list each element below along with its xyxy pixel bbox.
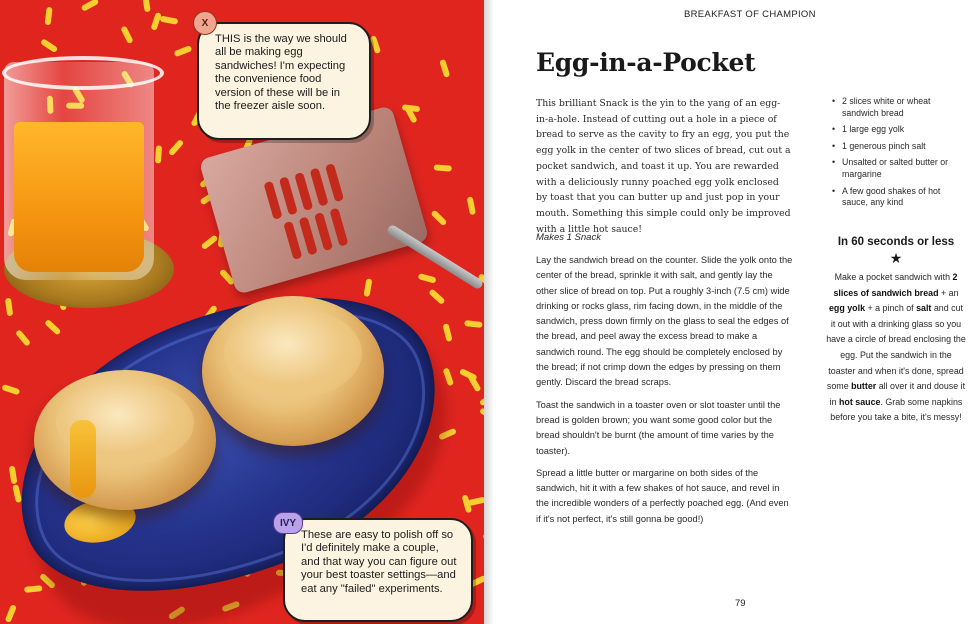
recipe-yield: Makes 1 Snack [536, 232, 601, 243]
ingredient-item: • 1 large egg yolk [832, 124, 960, 136]
book-gutter [484, 0, 494, 624]
speech-bubble-x [197, 22, 371, 140]
speech-bubble-text: THIS is the way we should all be making egg sandwiches! I'm expecting the convenience food version of these will be in the freezer aisle soon. [215, 33, 347, 113]
quick-version-text: Make a pocket sandwich with 2 slices of sandwich bread + an egg yolk + a pinch of salt and cut it out with a drinking glass so you have a circle of bread enclosing the egg. Put the sandwich in the toaster and when it's done, spread some butter all over it and douse it in hot sauce. Grab some napkins before you take a bite, it's messy! [826, 272, 966, 423]
ingredient-item: • 2 slices white or wheat sandwich bread [832, 96, 960, 119]
orange-juice [14, 122, 144, 272]
recipe-photo [0, 0, 484, 624]
recipe-steps [536, 253, 794, 534]
ingredient-item: • A few good shakes of hot sauce, any kind [832, 186, 960, 209]
author-badge-x: X [193, 11, 217, 35]
recipe-step: Spread a little butter or margarine on both sides of the sandwich, hit it with a few shakes of hot sauce, and revel in the incredible wonders of a perfectly poached egg. (And even if it's not perfect, it's still gonna be good!) [536, 467, 789, 524]
page-number: 79 [735, 598, 746, 609]
toasted-sandwich-round [202, 296, 384, 446]
speech-bubble-ivy [283, 518, 473, 622]
speech-bubble-text: These are easy to polish off so I'd definitely make a couple, and that way you can figure out your best toaster settings—and eat any "failed" experiments. [301, 529, 457, 595]
recipe-intro: This brilliant Snack is the yin to the yang of an egg-in-a-hole. Instead of cutting out a hole in a piece of bread to serve as the cavity to fry an egg, you put the egg yolk in the center of two slices of bread, cut out a pocket sandwich, and toast it up. You are rewarded with a deliciously runny poached egg yolk enclosed by toast that you can butter up and just pop in your mouth. Something this simple could only be improved with a little hot sauce! [536, 98, 791, 235]
quick-version-title: In 60 seconds or less [837, 236, 955, 248]
author-badge-ivy: IVY [273, 512, 303, 534]
ingredient-item: • 1 generous pinch salt [832, 141, 960, 153]
yolk-drip [70, 420, 96, 498]
ingredient-item: • Unsalted or salted butter or margarine [832, 157, 960, 180]
recipe-step: Toast the sandwich in a toaster oven or slot toaster until the bread is golden brown; you want some good color but the bread shouldn't be burnt (the amount of time varies by the toaster). [536, 399, 781, 456]
toasted-sandwich-round-cut [34, 370, 216, 510]
recipe-step: Lay the sandwich bread on the counter. Slide the yolk onto the center of the bread, sprinkle it with salt, and gently lay the other slice of bread on top. Put a roughly 3-inch (7.5 cm) wide drinking or rocks glass, rim facing down, in the middle of the sandwich, press down firmly on the glass to seal the edges of the bread, and peel away the excess bread to make a sandwich round. The egg should be completely enclosed by the bread; if not crimp down the edges by pressing on them gently. Discard the bread scraps. [536, 255, 793, 388]
ingredient-list [832, 96, 960, 214]
recipe-title: Egg-in-a-Pocket [536, 48, 756, 77]
juice-glass [2, 62, 152, 280]
running-head: BREAKFAST OF CHAMPION [684, 9, 816, 20]
star-icon: ★ [889, 250, 903, 266]
